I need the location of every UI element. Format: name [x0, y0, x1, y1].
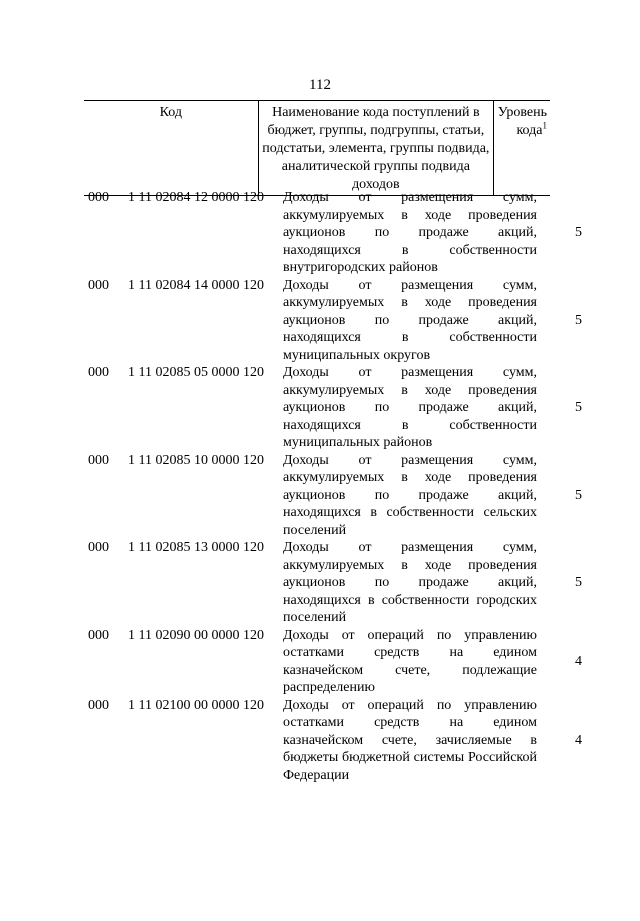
table-row — [88, 452, 588, 540]
income-name: Доходы от размещения сумм, аккумулируемых в ходе проведения аукционов по продаже акций, находящихся в собственности городских поселений — [283, 540, 537, 625]
code-level: 4 — [575, 653, 582, 669]
header-level-footnote: 1 — [542, 120, 547, 131]
income-code: 1 11 02090 00 0000 120 — [128, 627, 264, 643]
code-level: 5 — [575, 312, 582, 328]
income-code: 1 11 02100 00 0000 120 — [128, 697, 264, 713]
income-name: Доходы от размещения сумм, аккумулируемых в ходе проведения аукционов по продаже акций, находящихся в собственности сельских поселений — [283, 452, 537, 538]
table-header — [84, 100, 550, 196]
admin-code: 000 — [88, 365, 109, 380]
income-name: Доходы от размещения сумм, аккумулируемых в ходе проведения аукционов по продаже акций, находящихся в собственности муниципальных районов — [283, 365, 537, 450]
code-level: 4 — [575, 732, 582, 748]
table-row — [88, 189, 588, 277]
code-level: 5 — [575, 487, 582, 503]
page-number: 112 — [309, 77, 331, 93]
admin-code: 000 — [88, 540, 109, 555]
income-code: 1 11 02085 13 0000 120 — [128, 540, 264, 555]
table-row — [88, 697, 588, 785]
table-row — [88, 364, 588, 452]
admin-code: 000 — [88, 697, 109, 713]
income-name: Доходы от размещения сумм, аккумулируемых в ходе проведения аукционов по продаже акций, находящихся в собственности внутригородских районов — [283, 190, 537, 275]
income-code: 1 11 02085 10 0000 120 — [128, 452, 264, 468]
income-code: 1 11 02084 12 0000 120 — [128, 190, 264, 205]
admin-code: 000 — [88, 190, 109, 205]
admin-code: 000 — [88, 277, 109, 293]
code-level: 5 — [575, 575, 582, 590]
header-code: Код — [84, 101, 258, 196]
income-codes-list — [88, 189, 588, 784]
table-row — [88, 627, 588, 697]
income-name: Доходы от операций по управлению остатками средств на едином казначейском счете, зачисляемые в бюджеты бюджетной системы Российской Федерации — [283, 697, 537, 783]
income-code: 1 11 02084 14 0000 120 — [128, 277, 264, 293]
header-name: Наименование кода поступлений в бюджет, группы, подгруппы, статьи, подстатьи, элемента, группы подвида, аналитической группы подвида доходов — [258, 101, 493, 196]
code-level: 5 — [575, 225, 582, 240]
code-level: 5 — [575, 400, 582, 415]
income-name: Доходы от операций по управлению остатками средств на едином казначейском счете, подлежащие распределению — [283, 627, 537, 695]
admin-code: 000 — [88, 452, 109, 468]
table-row — [88, 539, 588, 627]
header-level — [494, 101, 550, 196]
admin-code: 000 — [88, 627, 109, 643]
income-code: 1 11 02085 05 0000 120 — [128, 365, 264, 380]
header-level-label: Уровень кода — [497, 105, 547, 138]
income-name: Доходы от размещения сумм, аккумулируемых в ходе проведения аукционов по продаже акций, находящихся в собственности муниципальных округов — [283, 277, 537, 363]
table-row — [88, 277, 588, 365]
